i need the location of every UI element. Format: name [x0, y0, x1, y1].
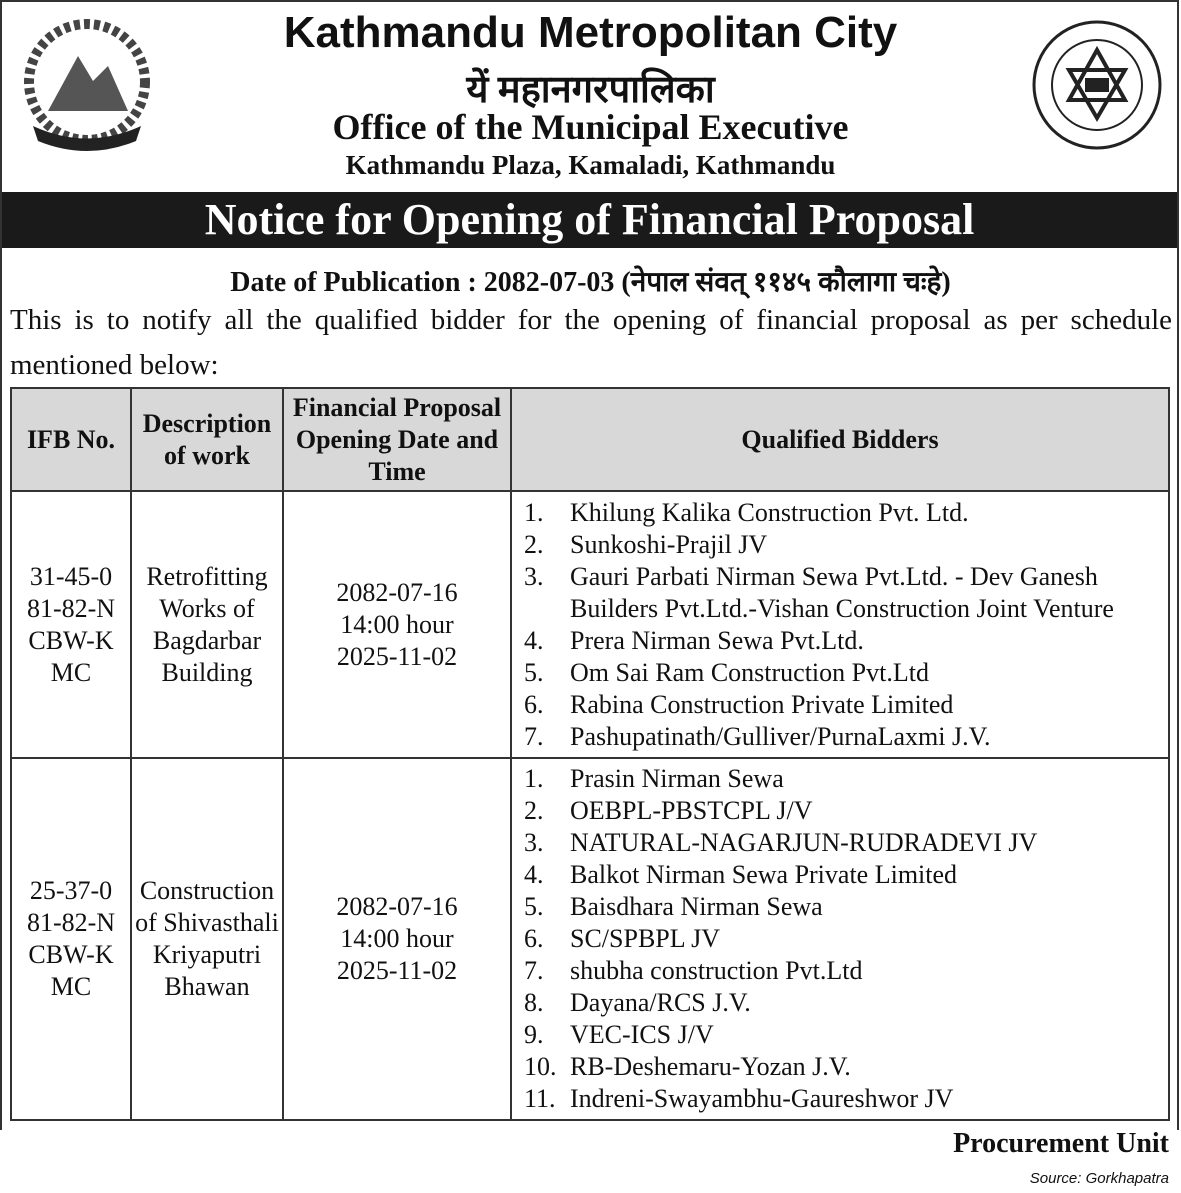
bidder-item: [524, 859, 1164, 891]
col-ifb: IFB No.: [11, 388, 131, 491]
office-address: Kathmandu Plaza, Kamaladi, Kathmandu: [345, 150, 836, 180]
bidder-item: [524, 689, 1164, 721]
bidder-number: 7.: [524, 721, 544, 751]
table-row: [11, 491, 1169, 758]
ifb-no: 25-37-081-82-NCBW-KMC: [11, 758, 131, 1120]
date-bs: 2082-07-16: [336, 577, 458, 607]
bidder-number: 3.: [524, 828, 544, 857]
office-name: Office of the Municipal Executive: [332, 107, 849, 147]
bidder-number: 2.: [524, 529, 544, 559]
bidder-name: SC/SPBPL JV: [570, 924, 721, 953]
bidders-table: [10, 387, 1170, 1121]
publication-date: Date of Publication : 2082-07-03 (नेपाल संवत् ११४५ कौलागा चःहे): [230, 267, 951, 298]
intro-text: This is to notify all the qualified bidder for the opening of financial proposal as per schedule mentioned below:: [10, 304, 1172, 381]
bidder-name: Pashupatinath/Gulliver/PurnaLaxmi J.V.: [570, 721, 991, 751]
bidder-number: 6.: [524, 689, 544, 719]
bidder-item: [524, 955, 1164, 987]
bidder-name: Sunkoshi-Prajil JV: [570, 529, 768, 559]
bidder-number: 9.: [524, 1020, 544, 1049]
bidder-list: [511, 758, 1169, 1120]
city-title: Kathmandu Metropolitan City: [283, 8, 898, 57]
ifb-no: 31-45-081-82-NCBW-KMC: [11, 491, 131, 758]
bidder-name: Rabina Construction Private Limited: [570, 689, 954, 719]
bidder-item: [524, 721, 1164, 753]
bidder-name: NATURAL-NAGARJUN-RUDRADEVI JV: [570, 828, 1038, 857]
bidder-number: 4.: [524, 860, 544, 889]
bidder-item: [524, 1051, 1164, 1083]
work-description: Construction of Shivasthali Kriyaputri Bhawan: [131, 758, 283, 1120]
bidder-item: [524, 561, 1164, 625]
bidder-number: 7.: [524, 956, 544, 985]
city-title-devanagari: यें महानगरपालिका: [466, 69, 715, 111]
bidder-item: [524, 657, 1164, 689]
work-description: Retrofitting Works of Bagdarbar Building: [131, 491, 283, 758]
signatory: Procurement Unit: [953, 1128, 1169, 1159]
bidder-name: Dayana/RCS J.V.: [570, 988, 751, 1017]
table-header-row: [11, 388, 1169, 491]
bidder-name: VEC-ICS J/V: [570, 1020, 714, 1049]
bidder-item: [524, 827, 1164, 859]
bidder-name: Prasin Nirman Sewa: [570, 764, 784, 793]
bidder-name: OEBPL-PBSTCPL J/V: [570, 796, 813, 825]
bidder-item: [524, 1019, 1164, 1051]
date-ad: 2025-11-02: [336, 641, 458, 671]
bidder-name: Khilung Kalika Construction Pvt. Ltd.: [570, 497, 969, 527]
col-description: Description of work: [131, 388, 283, 491]
bidder-number: 8.: [524, 988, 544, 1017]
table-row: [11, 758, 1169, 1120]
col-bidders: Qualified Bidders: [511, 388, 1169, 491]
bidder-number: 4.: [524, 625, 544, 655]
bidder-name: Baisdhara Nirman Sewa: [570, 892, 823, 921]
opening-datetime: [283, 491, 511, 758]
bidder-name: Om Sai Ram Construction Pvt.Ltd: [570, 657, 929, 687]
bidder-number: 6.: [524, 924, 544, 953]
bidder-list: [511, 491, 1169, 758]
date-bs: 2082-07-16: [336, 892, 458, 921]
bidder-name: Balkot Nirman Sewa Private Limited: [570, 860, 958, 889]
bidder-number: 3.: [524, 561, 544, 591]
bidder-number: 1.: [524, 764, 544, 793]
bidder-item: [524, 891, 1164, 923]
bidder-number: 5.: [524, 657, 544, 687]
bidder-item: [524, 795, 1164, 827]
bidder-item: [524, 987, 1164, 1019]
opening-datetime: [283, 758, 511, 1120]
bidder-number: 2.: [524, 796, 544, 825]
bidder-item: [524, 923, 1164, 955]
col-opening-date: Financial Proposal Opening Date and Time: [283, 388, 511, 491]
bidder-name: Prera Nirman Sewa Pvt.Ltd.: [570, 625, 864, 655]
bidder-name: RB-Deshemaru-Yozan J.V.: [570, 1052, 851, 1081]
bidder-name: shubha construction Pvt.Ltd: [570, 956, 863, 985]
source-credit: Source: Gorkhapatra: [1029, 1170, 1169, 1187]
notice-title: Notice for Opening of Financial Proposal: [2, 192, 1177, 248]
bidder-item: [524, 497, 1164, 529]
bidder-number: 10.: [524, 1052, 557, 1081]
bidder-name: Gauri Parbati Nirman Sewa Pvt.Ltd. - Dev Ganesh Builders Pvt.Ltd.-Vishan Construction Joint Venture: [570, 561, 1114, 623]
time: 14:00 hour: [340, 609, 454, 639]
time: 14:00 hour: [340, 924, 454, 953]
bidder-item: [524, 763, 1164, 795]
bidder-number: 5.: [524, 892, 544, 921]
bidder-item: [524, 625, 1164, 657]
bidder-name: Indreni-Swayambhu-Gaureshwor JV: [570, 1084, 954, 1113]
date-ad: 2025-11-02: [336, 956, 458, 985]
bidder-item: [524, 529, 1164, 561]
bidder-item: [524, 1083, 1164, 1115]
bidder-number: 11.: [524, 1084, 556, 1113]
bidder-number: 1.: [524, 497, 544, 527]
